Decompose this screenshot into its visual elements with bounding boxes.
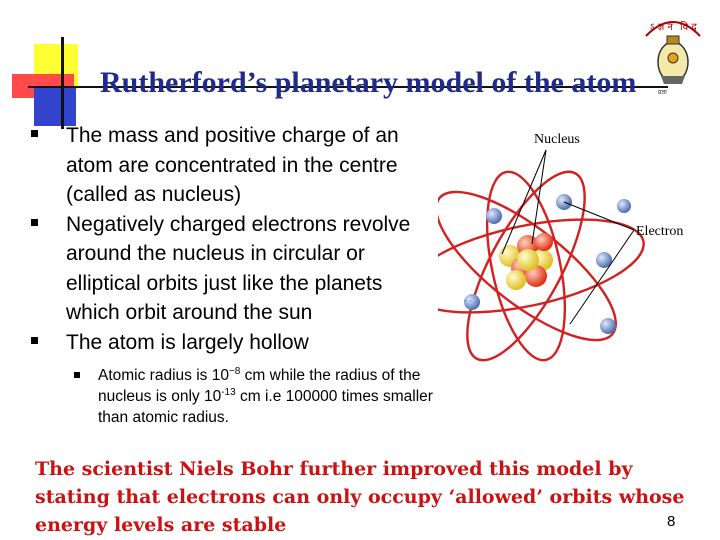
bullet-marker [31, 219, 38, 226]
bullet-text: The mass and positive charge of an atom are concentrated in the centre (called as nucleus) [66, 124, 399, 206]
bullet-text: Negatively charged electrons revolve around the nucleus in circular or elliptical orbits just like the planets which orbit around the sun [66, 212, 411, 324]
bullet-marker [31, 130, 38, 137]
sub-bullet [98, 365, 438, 428]
electron-label: Electron [636, 224, 684, 239]
bullet-item [66, 121, 436, 210]
atom-diagram [438, 118, 720, 378]
bullet-list [66, 121, 436, 357]
atom-drawing [438, 118, 720, 378]
institute-logo-icon [636, 6, 710, 98]
sub-bullet-marker [74, 372, 80, 378]
footer-text: The scientist Niels Bohr further improved this model by stating that electrons can only occupy ‘allowed’ orbits whose energy levels are stable [35, 458, 685, 536]
sub-bullet-text-part1: Atomic radius is 10 [98, 367, 229, 384]
slide-title: Rutherford’s planetary model of the atom [100, 66, 637, 99]
page-number: 8 [667, 513, 676, 530]
exponent-atomic: −8 [228, 365, 241, 377]
bullet-text: The atom is largely hollow [66, 330, 309, 354]
svg-text:∙ ∙: ∙ ∙ [464, 296, 472, 307]
bullet-item [66, 210, 436, 328]
svg-text:ऽ ज्ञ न: ऽ ज्ञ न [650, 22, 673, 33]
sub-bullet-text-part2: cm while the radius of the nucleus is only 10 [98, 367, 421, 405]
bullet-marker [31, 337, 38, 344]
svg-text:वि द्: वि द् [680, 22, 697, 33]
bullet-item [66, 328, 436, 358]
exponent-nucleus: -13 [221, 386, 236, 398]
sub-bullet-text-part3: cm i.e 100000 times smaller than atomic radius. [98, 388, 433, 426]
corner-decoration-blue [34, 86, 76, 126]
nucleus-label: Nucleus [534, 132, 580, 147]
corner-decoration-vertical-line [61, 37, 64, 129]
svg-text:प्रज्ञा: प्रज्ञा [658, 89, 667, 96]
